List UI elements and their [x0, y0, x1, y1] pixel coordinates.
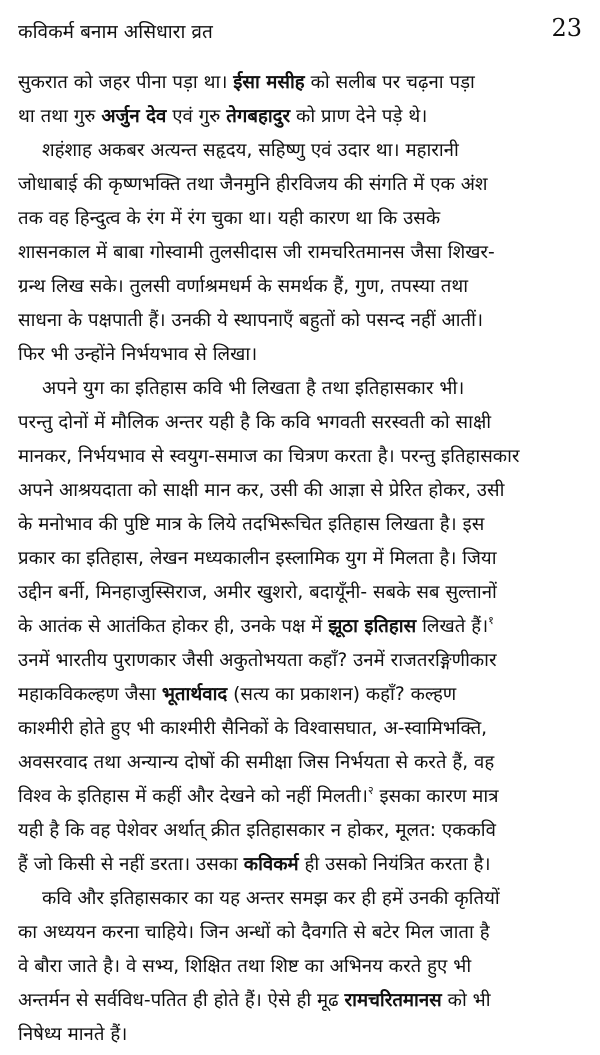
- bold-term: अर्जुन देव: [101, 106, 167, 127]
- text-segment: शासनकाल में बाबा गोस्वामी तुलसीदास जी रामचरितमानस जैसा शिखर-: [18, 242, 495, 263]
- text-segment: शहंशाह अकबर अत्यन्त सहृदय, सहिष्णु एवं उदार था। महारानी: [42, 140, 459, 161]
- bold-term: रामचरितमानस: [344, 990, 442, 1011]
- text-line: [18, 134, 584, 168]
- text-segment: को सलीब पर चढ़ना पड़ा: [304, 72, 475, 93]
- page-header: [18, 14, 582, 48]
- text-segment: सुकरात को जहर पीना पड़ा था।: [18, 72, 234, 93]
- text-segment: अवसरवाद तथा अन्यान्य दोषों की समीक्षा जिस निर्भयता से करते हैं, वह: [18, 752, 495, 773]
- text-segment: के आतंक से आतंकित होकर ही, उनके पक्ष में: [18, 616, 329, 637]
- text-segment: ग्रन्थ लिख सके। तुलसी वर्णाश्रमधर्म के समर्थक हैं, गुण, तपस्या तथा: [18, 276, 469, 297]
- text-segment: साधना के पक्षपाती हैं। उनकी ये स्थापनाएँ बहुतों को पसन्द नहीं आतीं।: [18, 310, 484, 331]
- text-line: [18, 814, 584, 848]
- text-line: [18, 236, 584, 270]
- bold-term: भूतार्थवाद: [161, 684, 228, 705]
- text-segment: लिखते हैं।: [416, 616, 489, 637]
- text-line: [18, 848, 584, 882]
- text-segment: ही उसको नियंत्रित करता है।: [298, 854, 491, 875]
- text-line: [18, 882, 584, 916]
- text-line: [18, 1018, 584, 1052]
- text-line: [18, 644, 584, 678]
- text-segment: वे बौरा जाते है। वे सभ्य, शिक्षित तथा शिष्ट का अभिनय करते हुए भी: [18, 956, 472, 977]
- text-line: [18, 100, 584, 134]
- text-segment: परन्तु दोनों में मौलिक अन्तर यही है कि कवि भगवती सरस्वती को साक्षी: [18, 412, 492, 433]
- text-line: [18, 916, 584, 950]
- text-line: [18, 270, 584, 304]
- text-line: [18, 678, 584, 712]
- text-segment: था तथा गुरु: [18, 106, 102, 127]
- text-segment: अपने आश्रयदाता को साक्षी मान कर, उसी की आज्ञा से प्रेरित होकर, उसी: [18, 480, 505, 501]
- text-segment: उद्दीन बर्नी, मिनहाजुस्सिराज, अमीर खुशरो, बदायूँनी- सबके सब सुल्तानों: [18, 582, 497, 603]
- text-segment: इसका कारण मात्र: [373, 786, 499, 807]
- text-line: [18, 542, 584, 576]
- bold-term: झूठा इतिहास: [328, 616, 417, 637]
- text-segment: महाकविकल्हण जैसा: [18, 684, 162, 705]
- text-segment: जोधाबाई की कृष्णभक्ति तथा जैनमुनि हीरविजय की संगति में एक अंश: [18, 174, 488, 195]
- footnote-marker: १: [488, 614, 494, 627]
- text-line: [18, 746, 584, 780]
- bold-term: तेगबहादुर: [226, 106, 291, 127]
- text-line: [18, 474, 584, 508]
- text-line: [18, 338, 584, 372]
- text-segment: उनमें भारतीय पुराणकार जैसी अकुतोभयता कहाँ? उनमें राजतरङ्गिणीकार: [18, 650, 497, 671]
- text-segment: को भी: [441, 990, 491, 1011]
- text-segment: कवि और इतिहासकार का यह अन्तर समझ कर ही हमें उनकी कृतियों: [42, 888, 500, 909]
- text-line: [18, 780, 584, 814]
- text-segment: (सत्य का प्रकाशन) कहाँ? कल्हण: [227, 684, 457, 705]
- text-segment: फिर भी उन्होंने निर्भयभाव से लिखा।: [18, 344, 258, 365]
- text-line: [18, 66, 584, 100]
- text-line: [18, 610, 584, 644]
- text-segment: के मनोभाव की पुष्टि मात्र के लिये तदभिरूचित इतिहास लिखता है। इस: [18, 514, 485, 535]
- text-line: [18, 950, 584, 984]
- page-number: 23: [551, 14, 582, 42]
- text-segment: तक वह हिन्दुत्व के रंग में रंग चुका था। यही कारण था कि उसके: [18, 208, 441, 229]
- text-segment: निषेध्य मानते हैं।: [18, 1024, 128, 1045]
- text-line: [18, 304, 584, 338]
- bold-term: ईसा मसीह: [233, 72, 305, 93]
- text-segment: अन्तर्मन से सर्वविध-पतित ही होते हैं। ऐसे ही मूढ: [18, 990, 345, 1011]
- text-line: [18, 508, 584, 542]
- text-segment: अपने युग का इतिहास कवि भी लिखता है तथा इतिहासकार भी।: [42, 378, 465, 399]
- bold-term: कविकर्म: [243, 854, 299, 875]
- text-segment: यही है कि वह पेशेवर अर्थात् क्रीत इतिहासकार न होकर, मूलत: एककवि: [18, 820, 496, 841]
- page-body: [18, 66, 584, 1052]
- text-line: [18, 576, 584, 610]
- text-line: [18, 372, 584, 406]
- text-segment: प्रकार का इतिहास, लेखन मध्यकालीन इस्लामिक युग में मिलता है। जिया: [18, 548, 497, 569]
- text-line: [18, 440, 584, 474]
- text-segment: को प्राण देने पड़े थे।: [290, 106, 428, 127]
- text-segment: विश्व के इतिहास में कहीं और देखने को नहीं मिलती।: [18, 786, 368, 807]
- text-line: [18, 168, 584, 202]
- footnote-marker: २: [367, 784, 374, 797]
- text-line: [18, 712, 584, 746]
- text-line: [18, 984, 584, 1018]
- text-line: [18, 202, 584, 236]
- text-line: [18, 406, 584, 440]
- running-title: कविकर्म बनाम असिधारा व्रत: [18, 21, 213, 43]
- text-segment: हैं जो किसी से नहीं डरता। उसका: [18, 854, 244, 875]
- text-segment: काश्मीरी होते हुए भी काश्मीरी सैनिकों के विश्वासघात, अ-स्वामिभक्ति,: [18, 718, 488, 739]
- text-segment: एवं गुरु: [166, 106, 227, 127]
- text-segment: का अध्ययन करना चाहिये। जिन अन्धों को दैवगति से बटेर मिल जाता है: [18, 922, 490, 943]
- text-segment: मानकर, निर्भयभाव से स्वयुग-समाज का चित्रण करता है। परन्तु इतिहासकार: [18, 446, 520, 467]
